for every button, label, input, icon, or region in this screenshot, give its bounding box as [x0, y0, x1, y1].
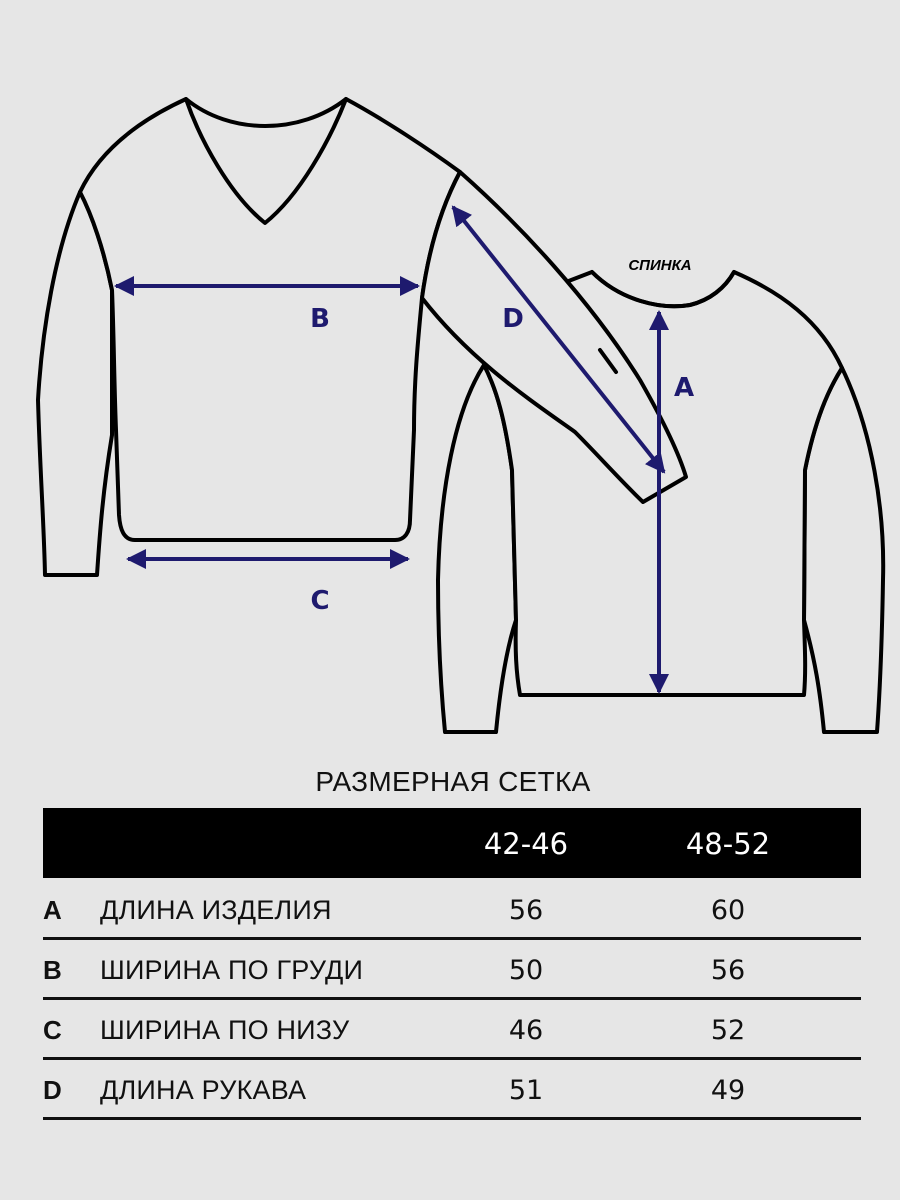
row-letter: C [43, 1015, 62, 1045]
size-table-header [43, 808, 861, 878]
row-value-1: 56 [508, 895, 544, 926]
row-label: ШИРИНА ПО ГРУДИ [100, 955, 364, 985]
row-value-2: 60 [710, 895, 746, 926]
row-value-2: 49 [710, 1075, 746, 1106]
front-body [80, 99, 460, 540]
table-row [43, 1060, 861, 1120]
row-divider [43, 1117, 861, 1120]
row-letter: D [43, 1075, 62, 1105]
table-row [43, 1000, 861, 1060]
row-label: ШИРИНА ПО НИЗУ [100, 1015, 350, 1045]
table-row [43, 880, 861, 940]
back-label: СПИНКА [628, 257, 692, 274]
column-header-1: 42-46 [483, 827, 569, 861]
row-value-1: 46 [508, 1015, 544, 1046]
row-label: ДЛИНА ИЗДЕЛИЯ [100, 895, 332, 925]
label-d: D [502, 304, 524, 334]
column-header-2: 48-52 [685, 827, 771, 861]
row-value-2: 56 [710, 955, 746, 986]
row-letter: B [43, 955, 62, 985]
label-b: B [310, 304, 330, 334]
row-label: ДЛИНА РУКАВА [100, 1075, 307, 1105]
row-letter: A [43, 895, 62, 925]
row-value-1: 51 [508, 1075, 544, 1106]
label-a: A [673, 373, 695, 403]
row-value-1: 50 [508, 955, 544, 986]
label-c: C [310, 586, 330, 616]
row-value-2: 52 [710, 1015, 746, 1046]
table-row [43, 940, 861, 1000]
size-chart-title: РАЗМЕРНАЯ СЕТКА [315, 766, 591, 797]
